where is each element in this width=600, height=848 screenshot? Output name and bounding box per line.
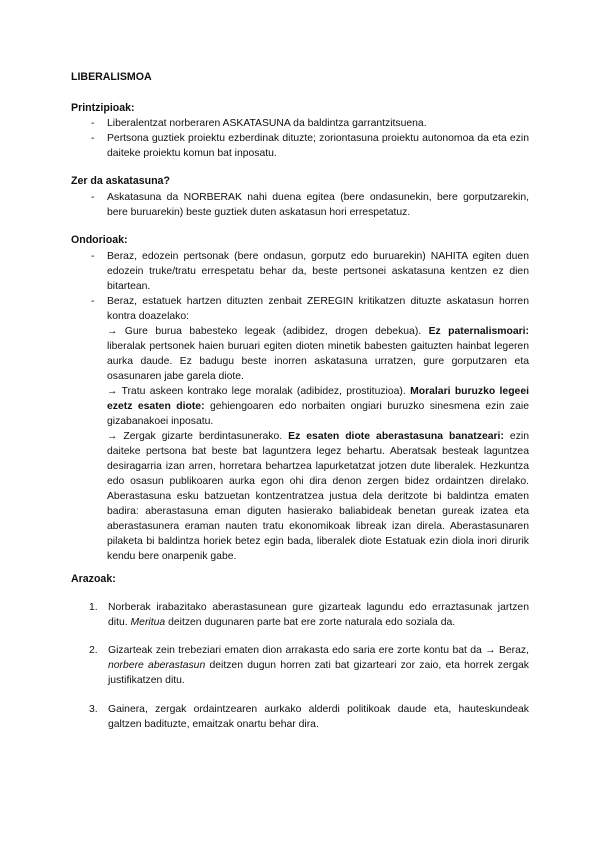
paragraph-zergak: → Zergak gizarte berdintasunerako. Ez esaten diote aberastasuna banatzeari: ezin daiteke pertsona bat beste bat laguntzera legez behartu. Aberatsak besteak laguntzea desiragarria izan arren, horretara behartzea lapurketatzat jotzen dute liberalek. Hezkuntza edo osasun publikoaren aurka egon ohi dira denon zergen bidez ordaintzen direlako. Aberastasuna esku batzuetan kontzentratzea justua dela deritzote bi baldintza ematen badira: aberastasuna eman diguten hasierako baliabideak benetan gureak izatea eta aberastasunera eraman nauten tratu ekonomikoak libreak izan direla. Aberastasunaren pilaketa bi baldintza horiek betez egin bada, liberalek diote Estatuak ezin diola inori dirurik kendu bere onarpenik gabe. [107,431,529,562]
emphasis: Ez paternalismoari: [428,326,529,337]
item-text: Askatasuna da NORBERAK nahi duena egitea (bere ondasunekin, bere gorputzarekin, bere buruarekin) beste guztiek duten askatasun hori errespetatuz. [107,192,529,218]
heading-arazoak: Arazoak: [71,573,116,585]
document-title: LIBERALISMOA [71,71,152,83]
emphasis: norbere aberastasun [108,660,206,671]
item-number: 2. [89,645,98,656]
item-text: Pertsona guztiek proiektu ezberdinak dituzte; zoriontasuna proiektu autonomoa da eta ezin daiteke proiektu komun bat inposatu. [107,133,529,159]
numbered-item: 2. Gizarteak zein trebeziari ematen dion arrakasta edo saria ere zorte kontu bat da → Beraz, norbere aberastasun deitzen dugun horren zati bat gizarteari zor zaio, eta horrek zergak justifikatzen ditu. [89,645,529,686]
item-intro: Beraz, estatuek hartzen dituzten zenbait ZEREGIN kritikatzen dituzte askatasun horren kontra doazelako: [107,296,529,322]
list-item [71,131,529,161]
item-text: Gainera, zergak ordaintzearen aurkako alderdi politikoak daude eta, hauteskundeak galtzen badituzte, emaitzak onartu behar dira. [108,704,529,730]
list-printzipioak [71,116,529,161]
list-item [71,190,529,220]
bullet-dash: - [91,133,95,144]
paragraph-lege-moralak: → Tratu askeen kontrako lege moralak (adibidez, prostituzioa). Moralari buruzko legeei ezetz esaten diote: gehiengoaren edo norbaiten ongiari buruzko sinesmena ezin zaie gizabanakoei inposatu. [107,386,529,427]
numbered-item: 1. Norberak irabazitako aberastasunean gure gizarteak lagundu edo erraztasunak jartzen ditu. Meritua deitzen dugunaren parte bat ere zorte naturala edo soziala da. [89,602,529,628]
list-ondorioak [71,249,529,564]
item-text: Beraz, edozein pertsonak (bere ondasun, gorputz edo buruarekin) NAHITA egiten duen edozein truke/tratu errespetatu behar da, beste pertsonei askatasuna kentzen ez dien bitartean. [107,251,529,292]
list-askatasuna [71,190,529,220]
bullet-dash: - [91,296,95,307]
list-arazoak-2 [71,643,529,688]
emphasis: Ez esaten diote aberastasuna banatzeari: [288,431,504,442]
emphasis: Moralari buruzko legeei ezetz esaten diote: [107,386,529,412]
list-item [71,249,529,294]
list-arazoak-3 [71,702,529,732]
list-item [71,294,529,564]
heading-printzipioak: Printzipioak: [71,102,135,114]
paragraph-paternalismoa: → Gure burua babesteko legeak (adibidez, drogen debekua). Ez paternalismoari: liberalak pertsonek haien buruari egiten dioten minetik babesten gaituzten hainbat legeren aurka daude. Ez badugu beste inorren askatasuna urratzen, gure gorputzaren eta osasunaren jabe garela diote. [107,326,529,382]
list-item [71,116,529,131]
item-number: 1. [89,602,98,613]
bullet-dash: - [91,118,95,129]
numbered-item [71,702,529,732]
item-number: 3. [89,704,98,715]
emphasis: Meritua [130,617,166,628]
bullet-dash: - [91,251,95,262]
heading-askatasuna: Zer da askatasuna? [71,175,170,187]
heading-ondorioak: Ondorioak: [71,234,128,246]
item-text: Liberalentzat norberaren ASKATASUNA da baldintza garrantzitsuena. [107,118,427,129]
list-arazoak [71,600,529,630]
bullet-dash: - [91,192,95,203]
